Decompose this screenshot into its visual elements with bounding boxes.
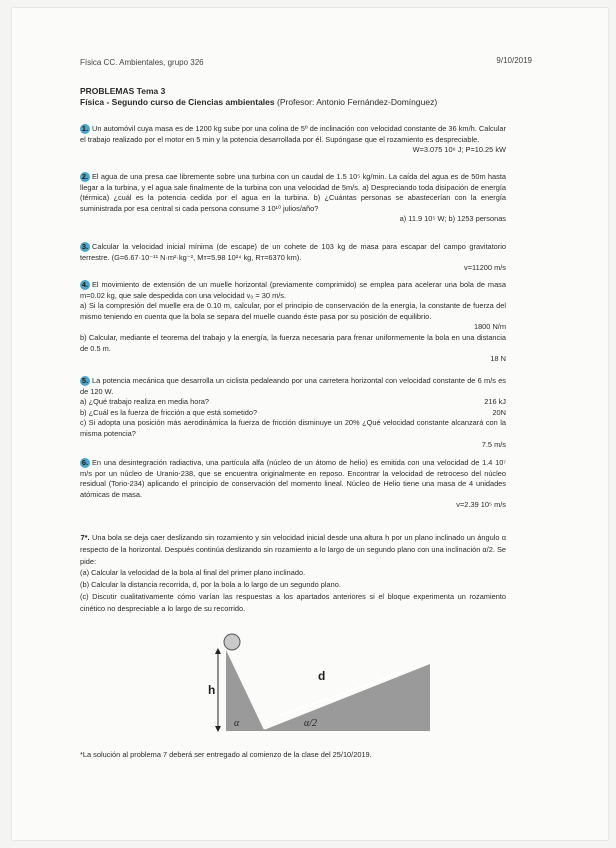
problem-4: [80, 280, 506, 365]
distance-label: d: [318, 669, 326, 683]
inclined-planes-figure: [208, 630, 438, 738]
angle-alpha-half-label: α/2: [304, 718, 318, 729]
problem-answer-b: 18 N: [490, 354, 506, 364]
problem-number: 1.: [81, 124, 89, 133]
problems-title: PROBLEMAS Tema 3: [80, 86, 166, 96]
problem-text: El movimiento de extensión de un muelle horizontal (previamente comprimido) se emplea para acelerar una bola de masa m=0.02 kg, que sale despedida con una velocidad v₀ = 30 m/s.: [80, 280, 506, 300]
date-header: 9/10/2019: [496, 56, 532, 65]
problem-part-c: c) Si adopta una posición más aerodinámica la fuerza de fricción disminuye un 20% ¿Qué velocidad constante alcanzará con la misma potencia?: [80, 418, 506, 438]
subject-name: Física - Segundo curso de Ciencias ambientales: [80, 97, 275, 107]
ball: [224, 634, 240, 650]
problem-number: 5.: [81, 376, 89, 385]
problem-number: 6.: [81, 458, 89, 467]
problem-3: [80, 242, 506, 274]
problem-part-c: (c) Discutir cualitativamente cómo varían las respuestas a los apartados anteriores si el bloque experimenta un rozamiento cinético no despreciable a lo largo de su recorrido.: [80, 591, 506, 613]
height-arrowhead-bottom: [215, 726, 221, 732]
problem-text: El agua de una presa cae libremente sobre una turbina con un caudal de 1.5 10⁵ kg/min. La caída del agua es de 50m hasta llegar a la turbina, y el agua sale finalmente de la turbina con una velocidad de 5m/s. a) Despreciando toda disipación de energía (térmica) ¿cuál es la potencia cedida por el agua en la turbina. b) ¿Cuántas personas se abastecerían con la energía suministrada por esa central si cada persona consume 3 10¹⁰ julios/año?: [80, 172, 506, 213]
problem-answer-c: 7.5 m/s: [481, 439, 506, 449]
second-incline: [264, 664, 430, 730]
problem-answer: v=11200 m/s: [464, 263, 506, 273]
problem-number: 2.: [81, 172, 89, 181]
problem-answer: v=2.39 10⁵ m/s: [456, 500, 506, 510]
problem-number: 4.: [81, 280, 89, 289]
footnote: *La solución al problema 7 deberá ser entregado al comienzo de la clase del 25/10/2019.: [80, 750, 372, 759]
problem-text: Un automóvil cuya masa es de 1200 kg sube por una colina de 5º de inclinación con velocidad constante de 36 km/h. Calcular el trabajo realizado por el motor en 5 min y la potencia desarrollada por él. Supóngase que el rozamiento es despreciable.: [80, 124, 506, 144]
problem-text: Una bola se deja caer deslizando sin rozamiento y sin velocidad inicial desde una altura h por un plano inclinado un ángulo α respecto de la horizontal. Después continúa deslizando sin rozamiento a lo largo de un segundo plano con una inclinación α/2. Se pide:: [80, 533, 506, 566]
problem-part-b: (b) Calcular la distancia recorrida, d, por la bola a lo largo de un segundo plano.: [80, 580, 341, 590]
problem-7: [80, 532, 506, 615]
problem-number: 3.: [81, 242, 89, 251]
problem-answer-b: 20N: [492, 407, 506, 417]
problem-answer-a: 1800 N/m: [473, 322, 506, 332]
height-label: h: [208, 683, 216, 697]
problem-5: [80, 376, 506, 450]
angle-alpha-label: α: [234, 718, 240, 729]
problem-text: Calcular la velocidad inicial mínima (de escape) de un cohete de 103 kg de masa para escapar del campo gravitatorio terrestre. (G=6.67·10⁻¹¹ N·m²·kg⁻², Mᴛ=5.98 10²⁴ kg, Rᴛ=6370 km).: [80, 242, 506, 262]
course-header: Física CC. Ambientales, grupo 326: [80, 58, 204, 67]
problem-part-a: a) Si la compresión del muelle era de 0.10 m, calcular, por el principio de conservación de la energía, la constante de fuerza del mismo teniendo en cuenta que la bola se separa del muelle cuando éste pasa por su posición de equilibrio.: [80, 301, 506, 321]
problem-part-b: b) ¿Cuál es la fuerza de fricción a que está sometido?: [80, 407, 258, 417]
problem-6: [80, 458, 506, 511]
height-arrowhead-top: [215, 648, 221, 654]
problem-number: 7*.: [80, 533, 90, 542]
problem-part-a: (a) Calcular la velocidad de la bola al final del primer plano inclinado.: [80, 568, 306, 578]
problem-part-a: a) ¿Qué trabajo realiza en media hora?: [80, 397, 209, 407]
professor-name: (Profesor: Antonio Fernández-Domínguez): [277, 97, 438, 107]
problem-answer: W=3.075 10⁶ J; P=10.25 kW: [412, 145, 506, 155]
problem-1: [80, 124, 506, 156]
problem-text: En una desintegración radiactiva, una partícula alfa (núcleo de un átomo de helio) es emitida con una velocidad de 1.4 10⁷ m/s por un núcleo de Uranio-238, que se encuentra originalmente en reposo. Encontrar la velocidad de retroceso del núcleo residual (Torio-234) aplicando el principio de conservación del momento lineal. Núcleo de Helio tiene una masa de 4 unidades atómicas de masa.: [80, 458, 506, 499]
problem-part-b: b) Calcular, mediante el teorema del trabajo y la energía, la fuerza necesaria para frenar uniformemente la bola en una distancia de 0.5 m.: [80, 332, 506, 353]
problem-answer-a: 216 kJ: [484, 397, 506, 407]
problem-2: [80, 172, 506, 225]
subject-title: [80, 97, 437, 107]
first-incline: [226, 650, 264, 730]
problem-text: La potencia mecánica que desarrolla un ciclista pedaleando por una carretera horizontal con velocidad constante de 6 m/s es de 120 W.: [80, 376, 506, 396]
problem-answer: a) 11.9 10⁵ W; b) 1253 personas: [399, 214, 506, 224]
